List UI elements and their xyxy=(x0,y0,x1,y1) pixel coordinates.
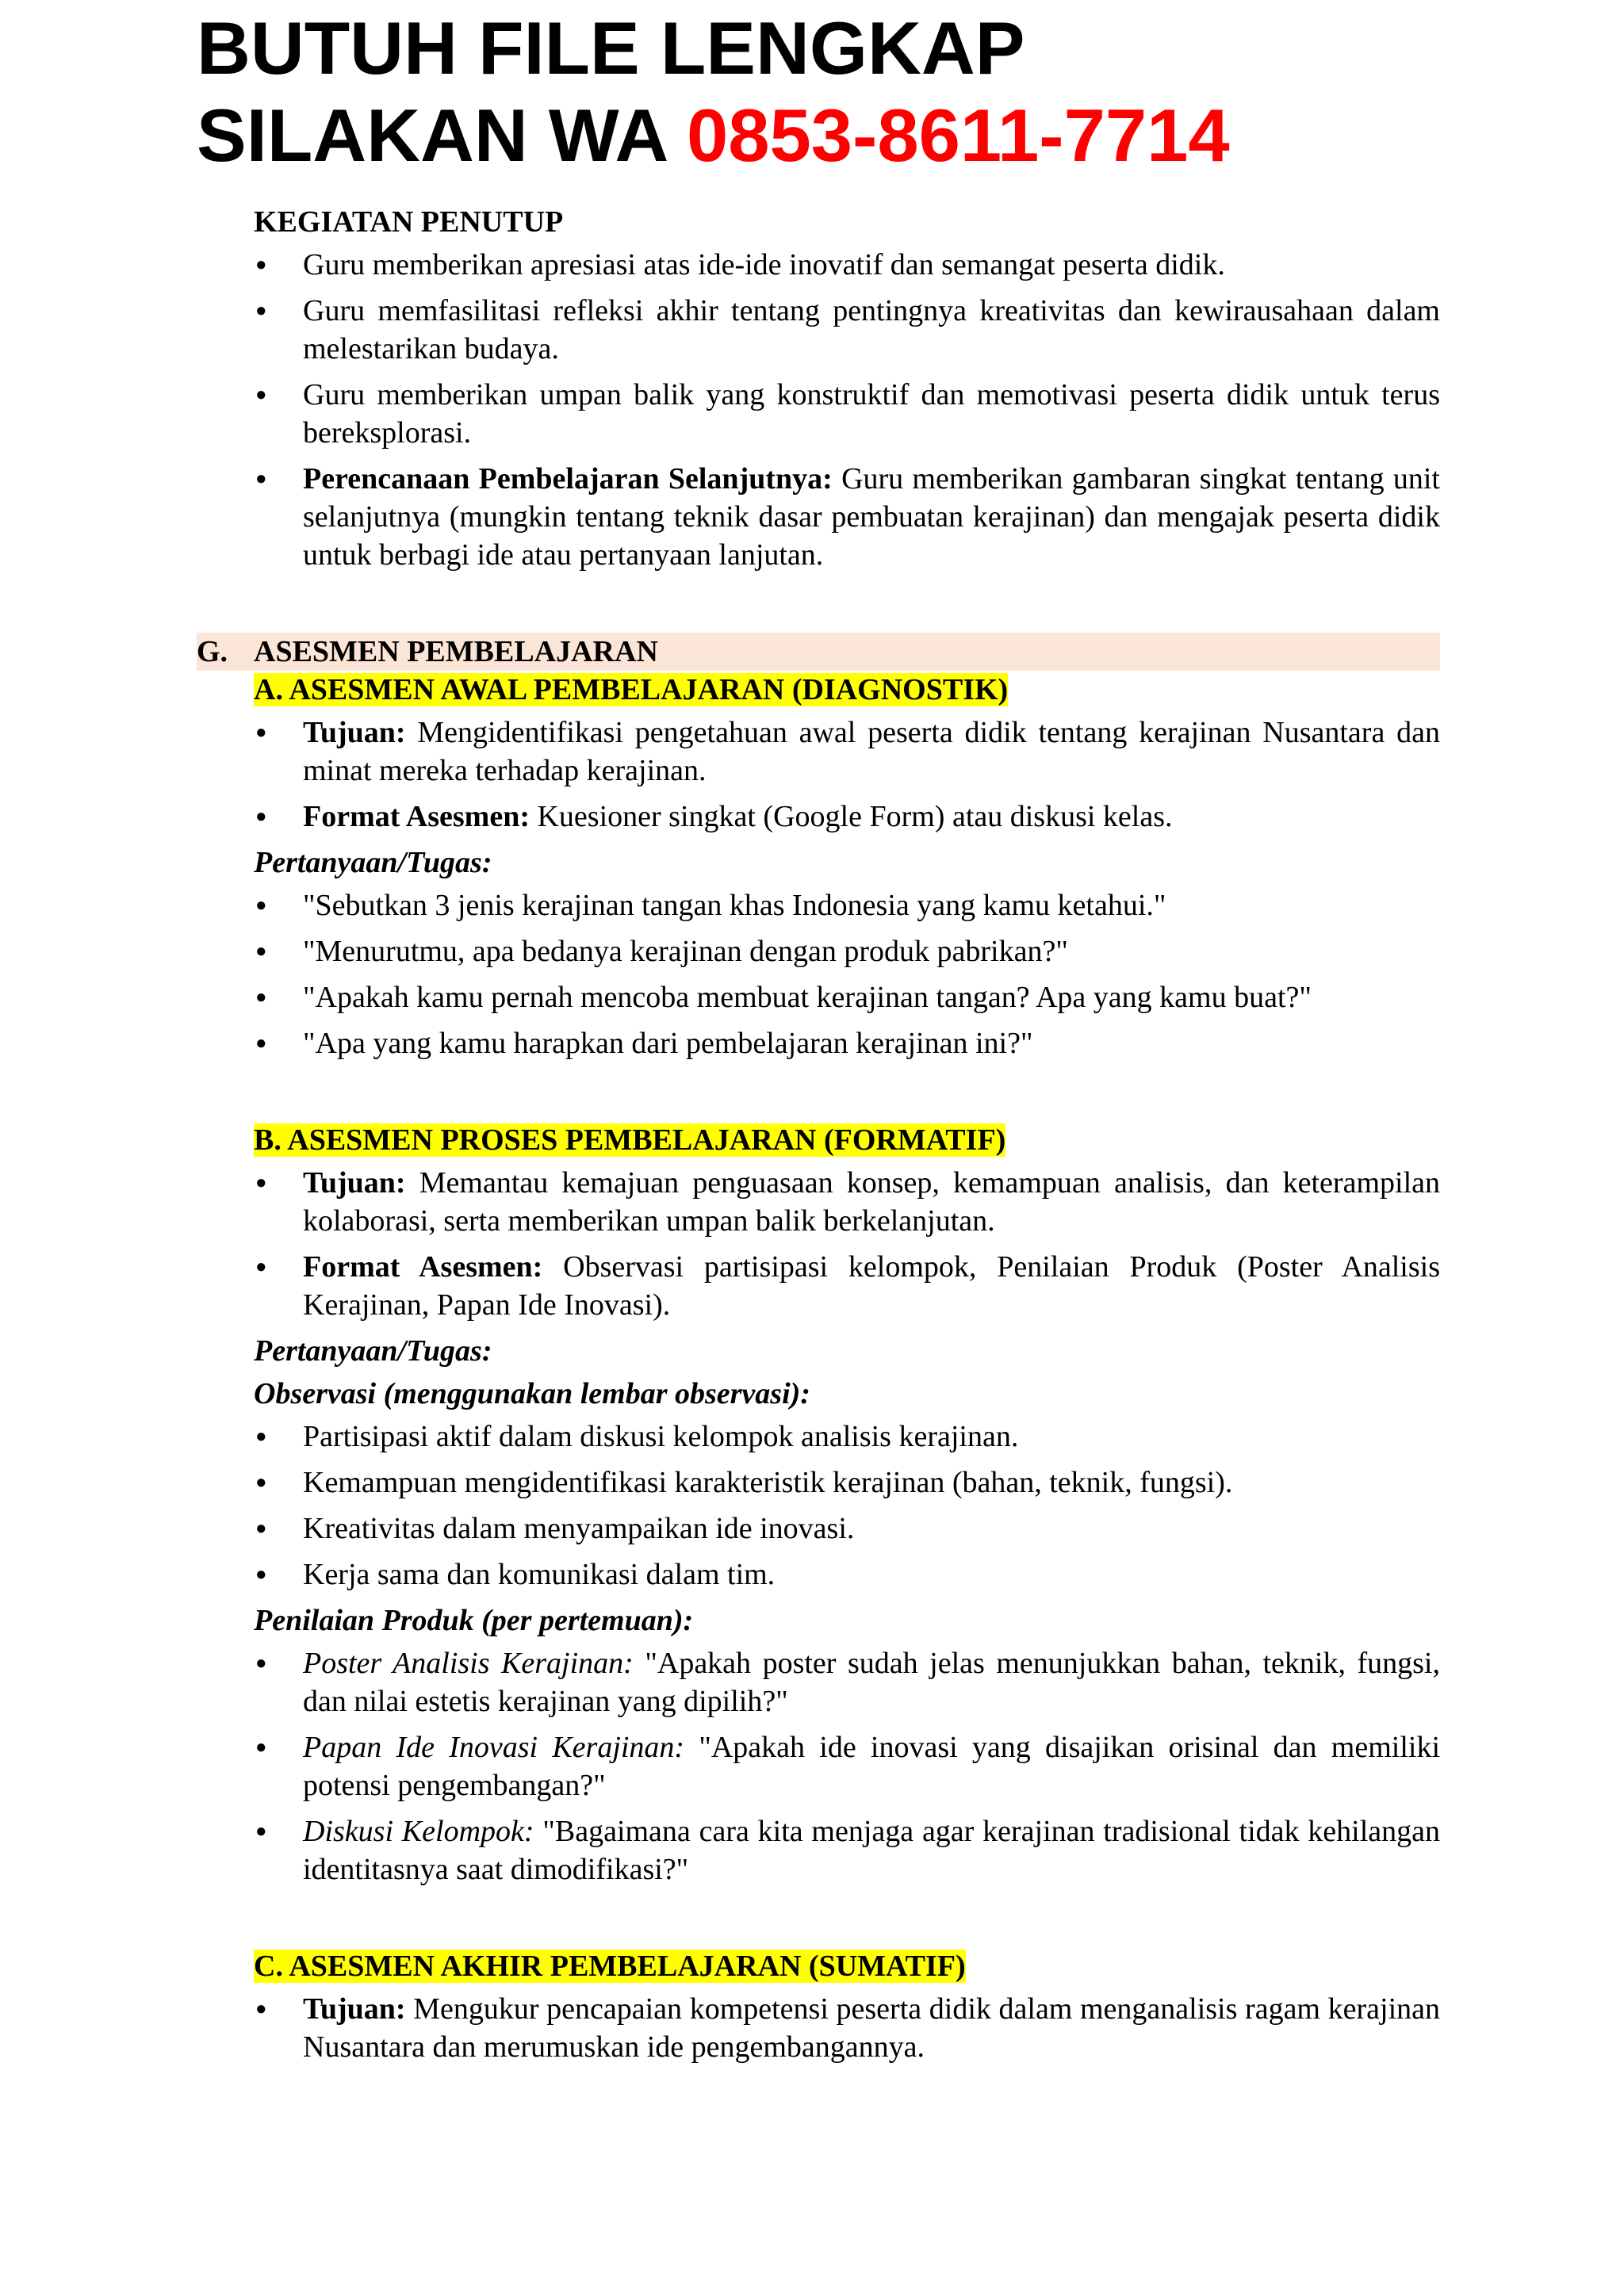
list-item: ● Papan Ide Inovasi Kerajinan: "Apakah ide inovasi yang disajikan orisinal dan memiliki potensi pengembangan?" xyxy=(197,1728,1440,1804)
observasi-heading: Observasi (menggunakan lembar observasi): xyxy=(254,1377,810,1410)
contact-banner xyxy=(197,5,1230,179)
list-item: ● Kerja sama dan komunikasi dalam tim. xyxy=(197,1556,1440,1594)
list-item: ● Guru memberikan apresiasi atas ide-ide inovatif dan semangat peserta didik. xyxy=(197,246,1440,284)
produk-heading: Penilaian Produk (per pertemuan): xyxy=(254,1604,694,1637)
asesmen-c-heading: C. ASESMEN AKHIR PEMBELAJARAN (SUMATIF) xyxy=(254,1950,966,1983)
list-item: ● Tujuan: Memantau kemajuan penguasaan konsep, kemampuan analisis, dan keterampilan kolaborasi, serta memberikan umpan balik berkelanjutan. xyxy=(197,1164,1440,1240)
observasi-list xyxy=(197,1418,1440,1594)
list-item: ● Diskusi Kelompok: "Bagaimana cara kita menjaga agar kerajinan tradisional tidak kehilangan identitasnya saat dimodifikasi?" xyxy=(197,1812,1440,1888)
list-item: ● "Menurutmu, apa bedanya kerajinan dengan produk pabrikan?" xyxy=(197,932,1440,970)
banner-line-2 xyxy=(197,92,1230,179)
list-item: ● Kreativitas dalam menyampaikan ide inovasi. xyxy=(197,1510,1440,1548)
list-item: ● Tujuan: Mengukur pencapaian kompetensi peserta didik dalam menganalisis ragam kerajinan Nusantara dan merumuskan ide pengembangannya. xyxy=(197,1990,1440,2066)
list-item: ● Tujuan: Mengidentifikasi pengetahuan awal peserta didik tentang kerajinan Nusantara dan minat mereka terhadap kerajinan. xyxy=(197,714,1440,790)
produk-list xyxy=(197,1644,1440,1888)
asesmen-a-list xyxy=(197,714,1440,836)
list-item: ● Poster Analisis Kerajinan: "Apakah poster sudah jelas menunjukkan bahan, teknik, fungsi, dan nilai estetis kerajinan yang dipilih?" xyxy=(197,1644,1440,1720)
asesmen-a-tugas-heading: Pertanyaan/Tugas: xyxy=(254,846,492,879)
asesmen-b-tugas-heading: Pertanyaan/Tugas: xyxy=(254,1334,492,1368)
list-item: ● "Apakah kamu pernah mencoba membuat kerajinan tangan? Apa yang kamu buat?" xyxy=(197,978,1440,1016)
section-g-heading xyxy=(197,633,1440,671)
list-item: ● Kemampuan mengidentifikasi karakteristik kerajinan (bahan, teknik, fungsi). xyxy=(197,1464,1440,1502)
penutup-heading: KEGIATAN PENUTUP xyxy=(254,205,564,239)
penutup-list xyxy=(197,246,1440,574)
list-item: ● Guru memfasilitasi refleksi akhir tentang pentingnya kreativitas dan kewirausahaan dalam melestarikan budaya. xyxy=(197,292,1440,368)
asesmen-c-list xyxy=(197,1990,1440,2066)
asesmen-a-questions xyxy=(197,886,1440,1062)
asesmen-a-heading: A. ASESMEN AWAL PEMBELAJARAN (DIAGNOSTIK) xyxy=(254,673,1009,706)
section-number: G. xyxy=(197,635,228,668)
document-content xyxy=(197,203,1440,2074)
list-item: ● Format Asesmen: Observasi partisipasi kelompok, Penilaian Produk (Poster Analisis Kerajinan, Papan Ide Inovasi). xyxy=(197,1248,1440,1324)
asesmen-b-heading: B. ASESMEN PROSES PEMBELAJARAN (FORMATIF) xyxy=(254,1123,1006,1157)
asesmen-b-list xyxy=(197,1164,1440,1324)
banner-prefix: SILAKAN WA xyxy=(197,94,687,177)
list-item: ● "Sebutkan 3 jenis kerajinan tangan khas Indonesia yang kamu ketahui." xyxy=(197,886,1440,924)
section-title: ASESMEN PEMBELAJARAN xyxy=(254,635,658,668)
list-item: ● Partisipasi aktif dalam diskusi kelompok analisis kerajinan. xyxy=(197,1418,1440,1456)
banner-phone-number: 0853-8611-7714 xyxy=(686,94,1230,177)
list-item: ● Format Asesmen: Kuesioner singkat (Google Form) atau diskusi kelas. xyxy=(197,798,1440,836)
list-item: ● Guru memberikan umpan balik yang konstruktif dan memotivasi peserta didik untuk terus bereksplorasi. xyxy=(197,376,1440,452)
banner-line-1: BUTUH FILE LENGKAP xyxy=(197,6,1025,90)
list-item: ● Perencanaan Pembelajaran Selanjutnya: Guru memberikan gambaran singkat tentang unit selanjutnya (mungkin tentang teknik dasar pembuatan kerajinan) dan mengajak peserta didik untuk berbagi ide atau pertanyaan lanjutan. xyxy=(197,460,1440,574)
list-item: ● "Apa yang kamu harapkan dari pembelajaran kerajinan ini?" xyxy=(197,1024,1440,1062)
